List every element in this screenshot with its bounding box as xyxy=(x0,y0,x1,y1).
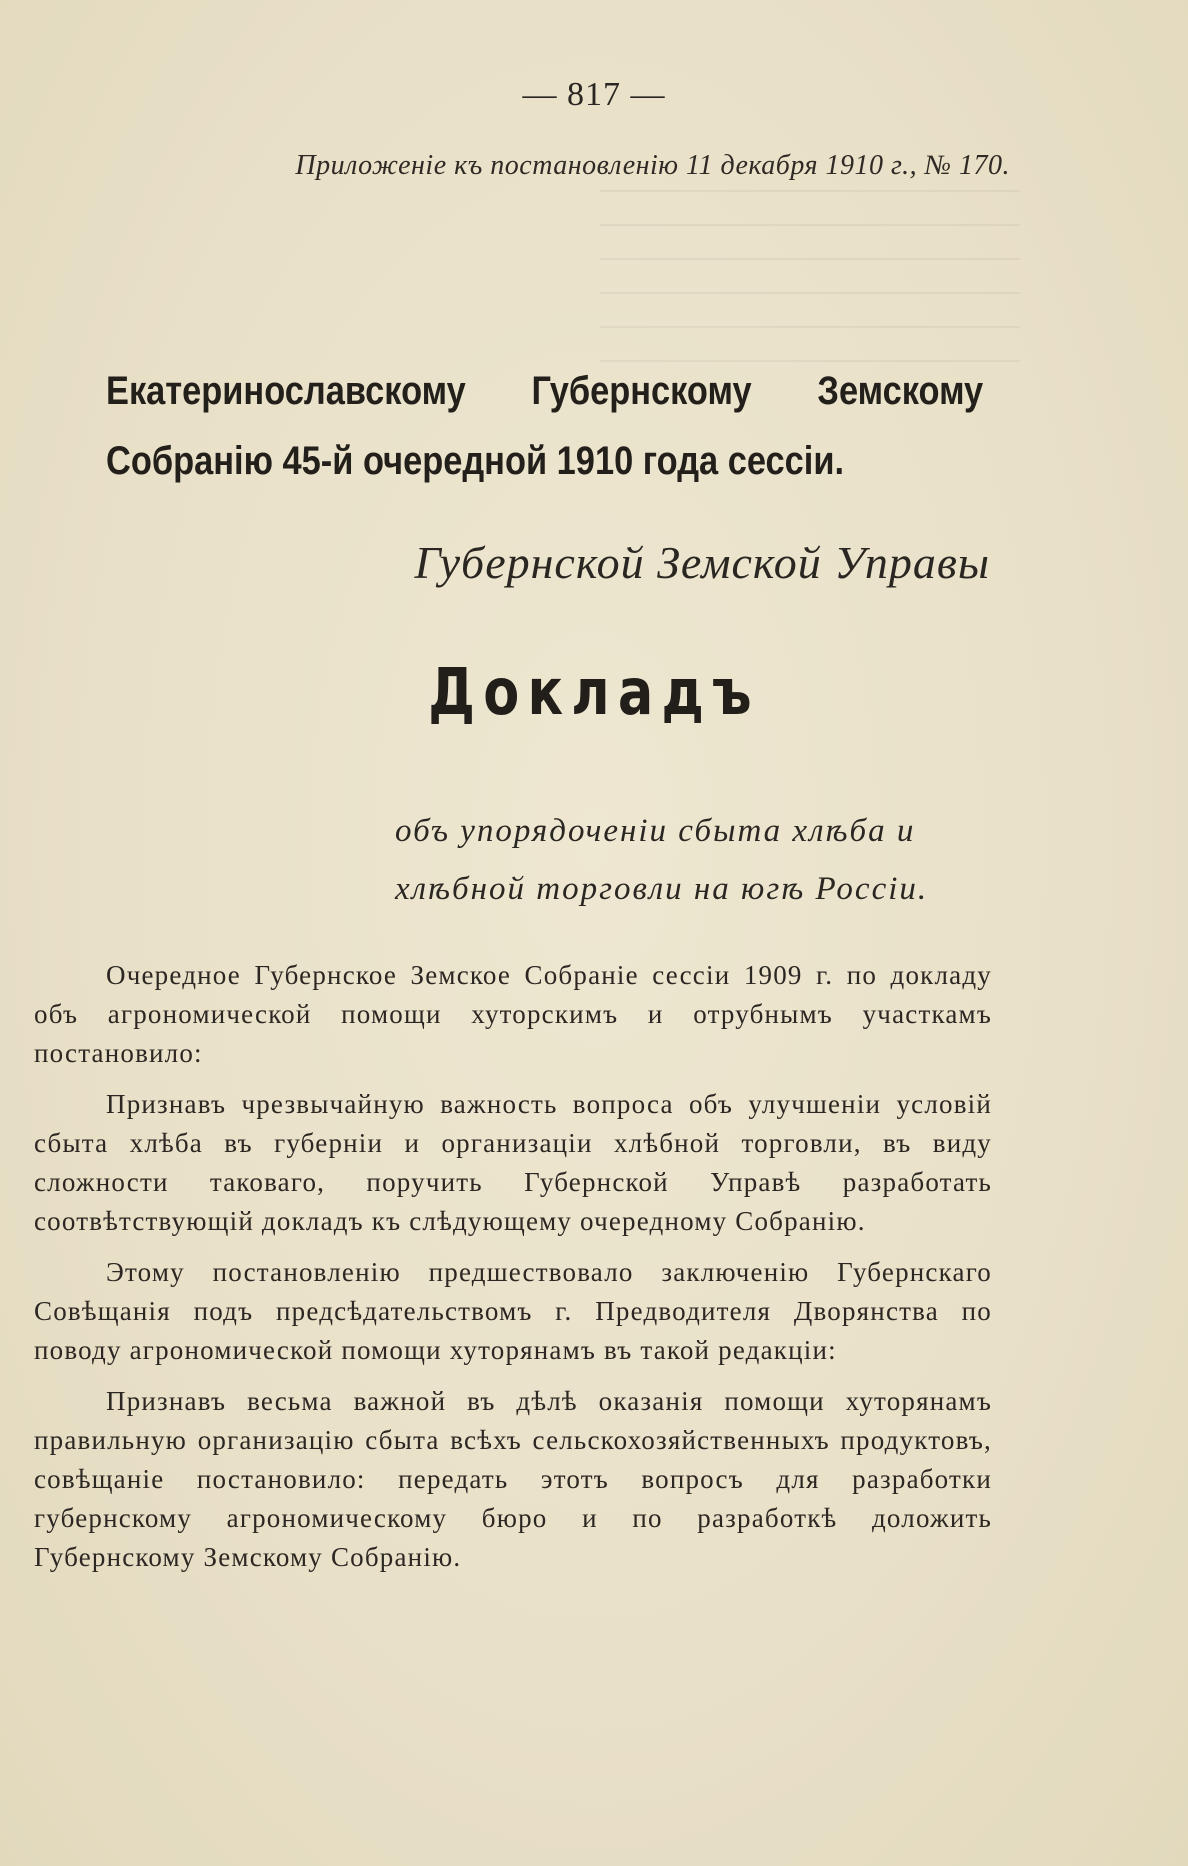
body-text xyxy=(34,956,992,1589)
appendix-note: Приложенiе къ постановленiю 11 декабря 1910 г., № 170. xyxy=(295,150,1010,181)
document-title: Докладъ xyxy=(428,656,760,730)
page-number: — 817 — xyxy=(522,76,666,113)
subject-line-1: объ упорядоченiи сбыта хлѣба и xyxy=(395,813,916,849)
document-subject xyxy=(395,802,990,918)
paragraph-3: Этому постановленiю предшествовало заключенiю Губернскаго Совѣщанiя подъ предсѣдательствомъ г. Предводителя Дворянства по поводу агрономической помощи хуторянамъ въ такой редакцiи: xyxy=(34,1257,992,1365)
paragraph-2: Признавъ чрезвычайную важность вопроса объ улучшенiи условiй сбыта хлѣба въ губернiи и организацiи хлѣбной торговли, въ виду сложности таковаго, поручить Губернской Управѣ разработать соотвѣтствующiй докладъ къ слѣдующему очередному Собранiю. xyxy=(34,1089,992,1236)
issuer-line: Губернской Земской Управы xyxy=(414,537,990,588)
subject-line-2: хлѣбной торговли на югѣ Россiи. xyxy=(395,871,929,907)
paragraph-1: Очередное Губернское Земское Собранiе сессiи 1909 г. по докладу объ агрономической помощи хуторскимъ и отрубнымъ участкамъ постановило: xyxy=(34,960,992,1068)
paragraph-4: Признавъ весьма важной въ дѣлѣ оказанiя помощи хуторянамъ правильную организацiю сбыта всѣхъ сельскохозяйственныхъ продуктовъ, совѣщанiе постановило: передать этотъ вопросъ для разработки губернскому агрономическому бюро и по разработкѣ доложить Губернскому Земскому Собранiю. xyxy=(34,1386,992,1572)
address-heading: Екатеринославскому Губернскому Земскому Собранiю 45-й очередной 1910 года сессiи. xyxy=(106,369,984,483)
